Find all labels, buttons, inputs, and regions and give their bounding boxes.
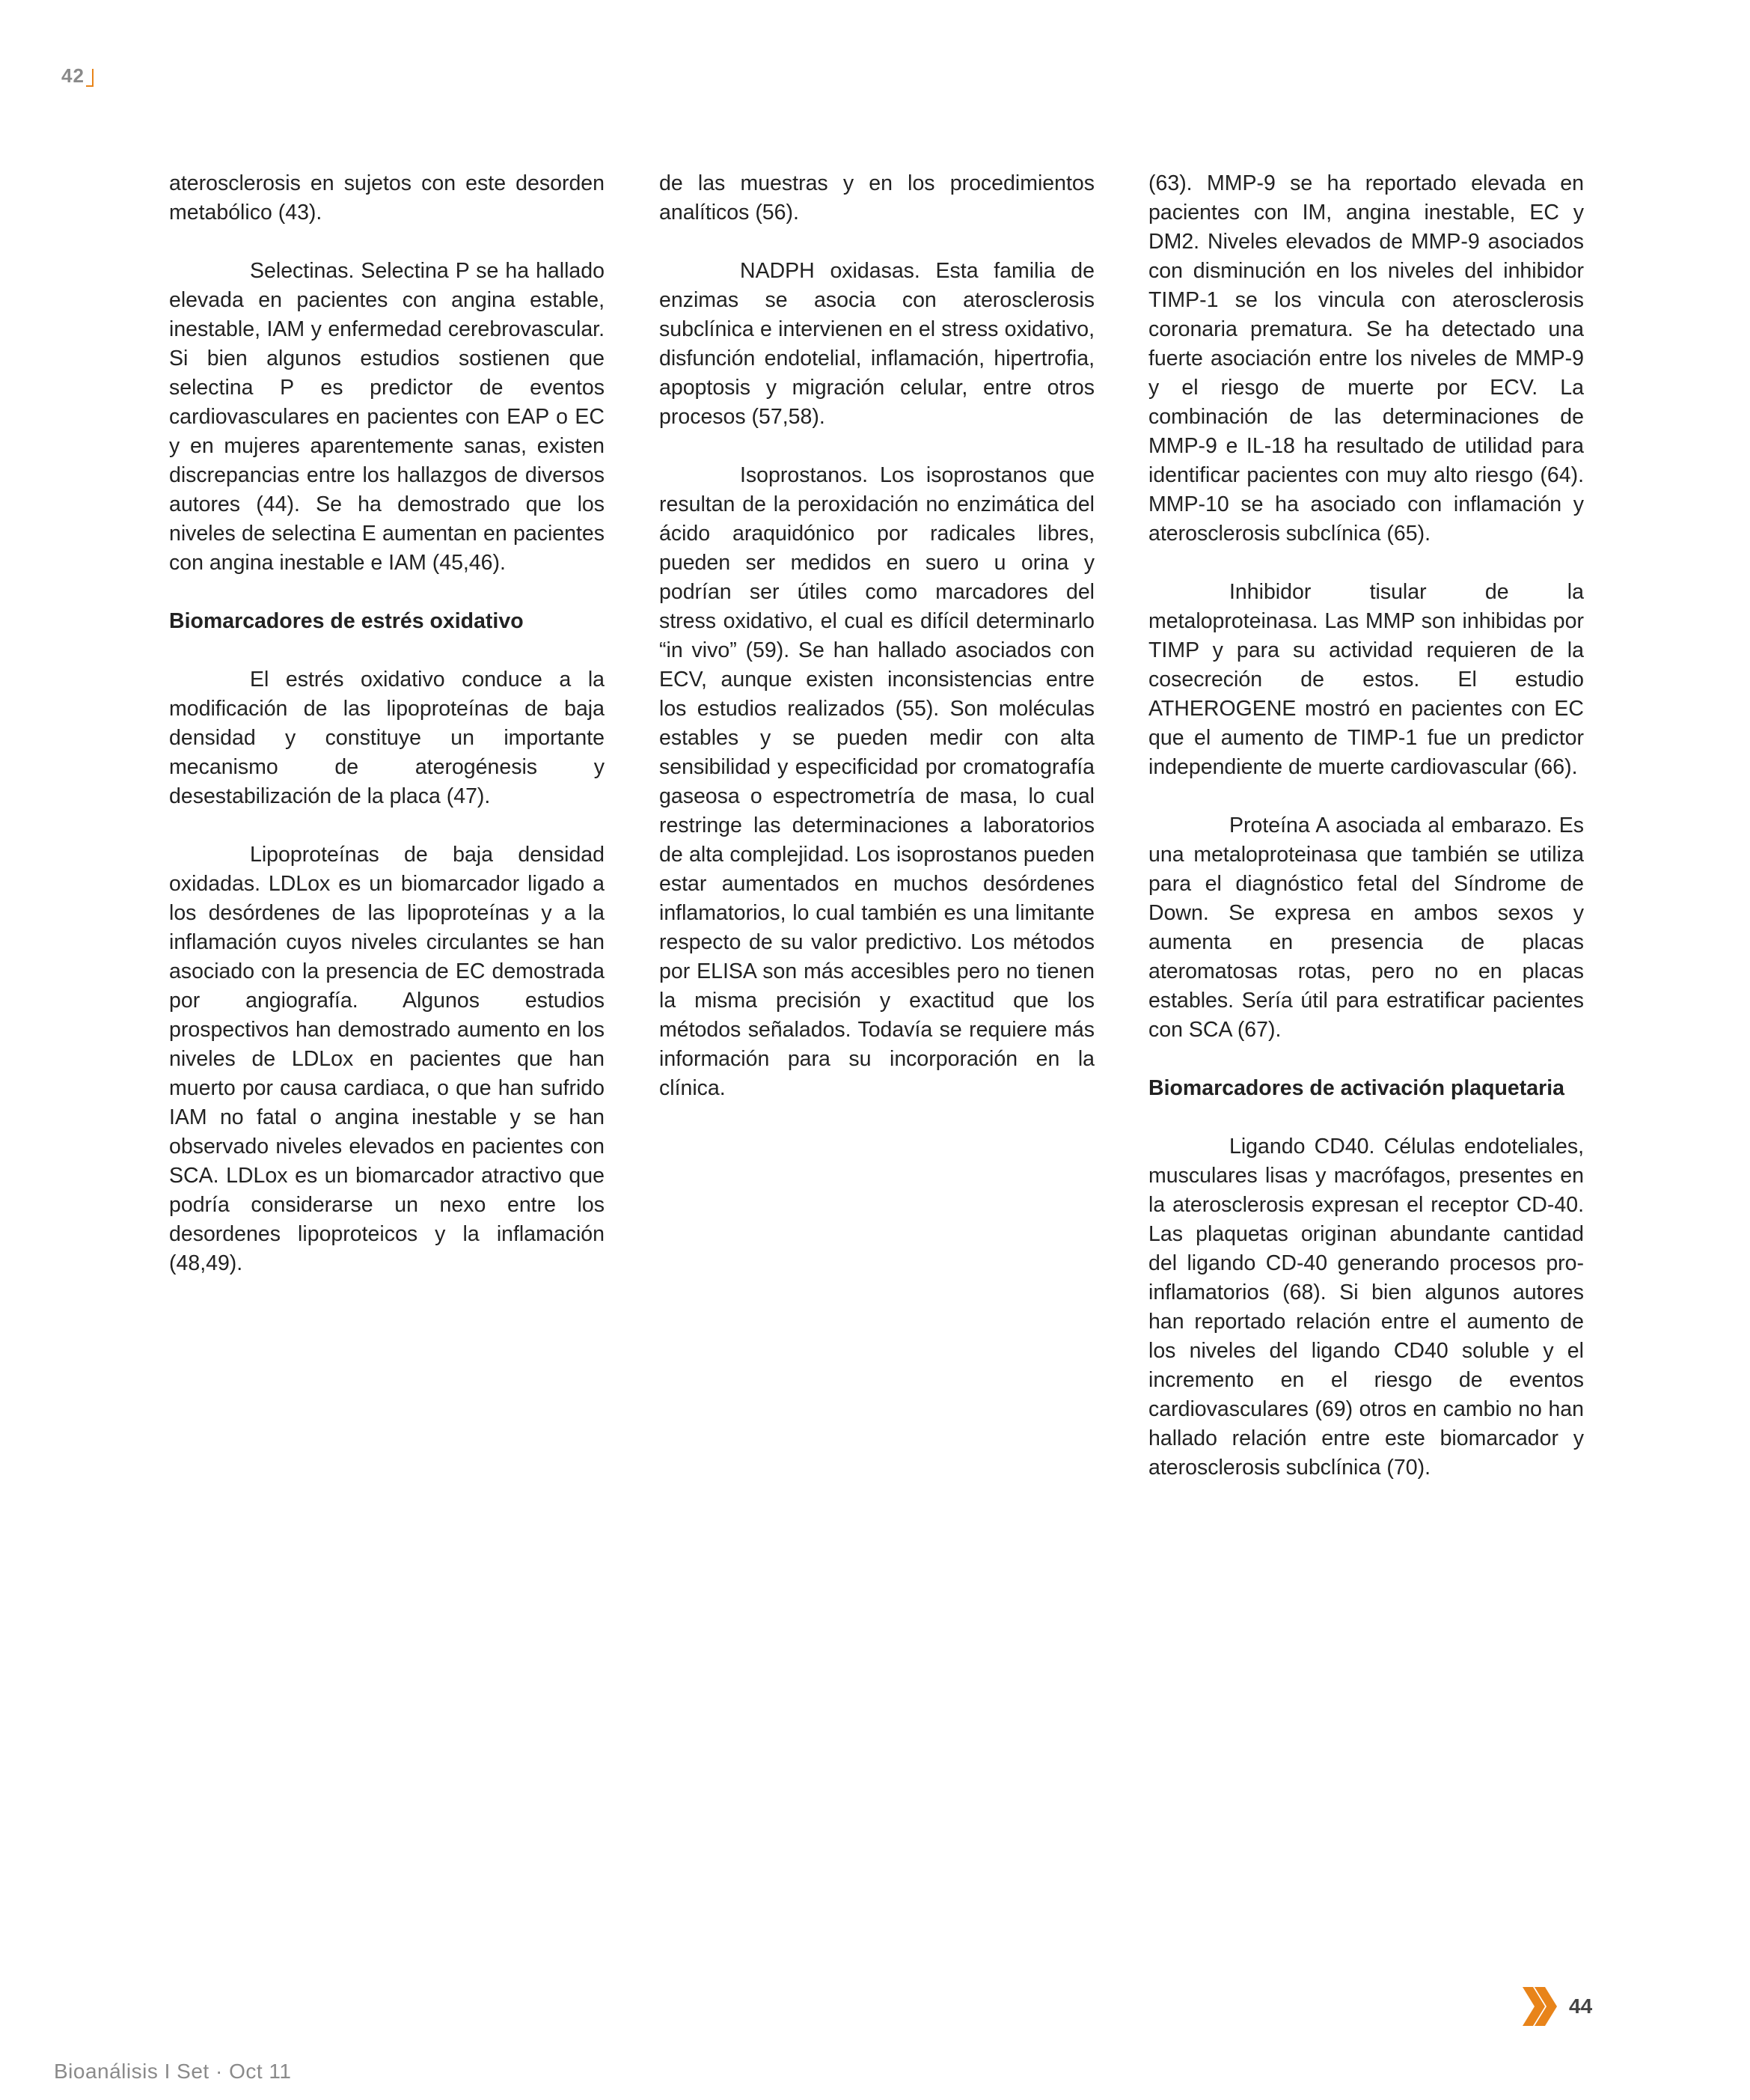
paragraph: de las muestras y en los procedimientos analíticos (56).: [659, 171, 1095, 225]
double-chevron-right-icon: [1523, 1987, 1558, 2026]
paragraph: Inhibidor tisular de la metaloproteinasa. Las MMP son inhibidas por TIMP y para su actividad requieren de la cosecreción de estos. El estudio ATHEROGENE mostró en pacientes con EC que el aumento de TIMP-1 fue un predictor independiente de muerte cardiovascular (66).: [1148, 580, 1584, 779]
paragraph: Ligando CD40. Células endoteliales, musculares lisas y macrófagos, presentes en la aterosclerosis expresan el receptor CD-40. Las plaquetas originan abundante cantidad del ligando CD-40 generando procesos pro-inflamatorios (68). Si bien algunos autores han reportado relación entre el aumento de los niveles del ligando CD40 soluble y el incremento en el riesgo de eventos cardiovasculares (69) otros en cambio no han hallado relación entre este biomarcador y aterosclerosis subclínica (70).: [1148, 1135, 1584, 1480]
article-column-3: [1148, 169, 1584, 1512]
paragraph: (63). MMP-9 se ha reportado elevada en pacientes con IM, angina inestable, EC y DM2. Niveles elevados de MMP-9 asociados con disminución en los niveles del inhibidor TIMP-1 se los vincula con aterosclerosis coronaria prematura. Se ha detectado una fuerte asociación entre los niveles de MMP-9 y el riesgo de muerte por ECV. La combinación de las determinaciones de MMP-9 e IL-18 ha resultado de utilidad para identificar pacientes con muy alto riesgo (64). MMP-10 se ha asociado con inflamación y aterosclerosis subclínica (65).: [1148, 171, 1584, 546]
magazine-footer: Bioanálisis I Set · Oct 11: [54, 2060, 292, 2083]
paragraph: NADPH oxidasas. Esta familia de enzimas se asocia con aterosclerosis subclínica e intervienen en el stress oxidativo, disfunción endotelial, inflamación, hipertrofia, apoptosis y migración celular, entre otros procesos (57,58).: [659, 259, 1095, 429]
corner-mark-icon: [86, 69, 94, 87]
next-page-number: 44: [1569, 1994, 1593, 2018]
paragraph: Selectinas. Selectina P se ha hallado elevada en pacientes con angina estable, inestable, IAM y enfermedad cerebrovascular. Si bien algunos estudios sostienen que selectina P es predictor de eventos cardiovasculares en pacientes con EAP o EC y en mujeres aparentemente sanas, existen discrepancias entre los hallazgos de diversos autores (44). Se ha demostrado que los niveles de selectina E aumentan en pacientes con angina inestable e IAM (45,46).: [169, 259, 605, 575]
paragraph: Proteína A asociada al embarazo. Es una metaloproteinasa que también se utiliza para el diagnóstico fetal del Síndrome de Down. Se expresa en ambos sexos y aumenta en presencia de placas ateromatosas rotas, pero no en placas estables. Sería útil para estratificar pacientes con SCA (67).: [1148, 814, 1584, 1042]
article-column-2: [659, 169, 1095, 1132]
section-heading: Biomarcadores de activación plaquetaria: [1148, 1076, 1564, 1100]
paragraph: Isoprostanos. Los isoprostanos que resultan de la peroxidación no enzimática del ácido araquidónico por radicales libres, pueden ser medidos en suero u orina y podrían ser útiles como marcadores del stress oxidativo, el cual es difícil determinarlo “in vivo” (59). Se han hallado asociados con ECV, aunque existen inconsistencias entre los estudios realizados (55). Son moléculas estables y se pueden medir con alta sensibilidad y especificidad por cromatografía gaseosa o espectrometría de masa, lo cual restringe las determinaciones a laboratorios de alta complejidad. Los isoprostanos pueden estar aumentados en muchos desórdenes inflamatorios, lo cual también es una limitante respecto de su valor predictivo. Los métodos por ELISA son más accesibles pero no tienen la misma precisión y exactitud que los métodos señalados. Todavía se requiere más información para su incorporación en la clínica.: [659, 463, 1095, 1100]
paragraph: El estrés oxidativo conduce a la modificación de las lipoproteínas de baja densidad y constituye un importante mecanismo de aterogénesis y desestabilización de la placa (47).: [169, 668, 605, 808]
paragraph: aterosclerosis en sujetos con este desorden metabólico (43).: [169, 171, 605, 225]
next-page-marker[interactable]: [1523, 1987, 1592, 2026]
page-number: 42: [61, 64, 94, 88]
article-column-1: [169, 169, 605, 1307]
section-heading: Biomarcadores de estrés oxidativo: [169, 609, 524, 633]
paragraph: Lipoproteínas de baja densidad oxidadas. LDLox es un biomarcador ligado a los desórdenes de las lipoproteínas y a la inflamación cuyos niveles circulantes se han asociado con la presencia de EC demostrada por angiografía. Algunos estudios prospectivos han demostrado aumento en los niveles de LDLox en pacientes que han muerto por causa cardiaca, o que han sufrido IAM no fatal o angina inestable y se han observado niveles elevados en pacientes con SCA. LDLox es un biomarcador atractivo que podría considerarse un nexo entre los desordenes lipoproteicos y la inflamación (48,49).: [169, 843, 605, 1275]
